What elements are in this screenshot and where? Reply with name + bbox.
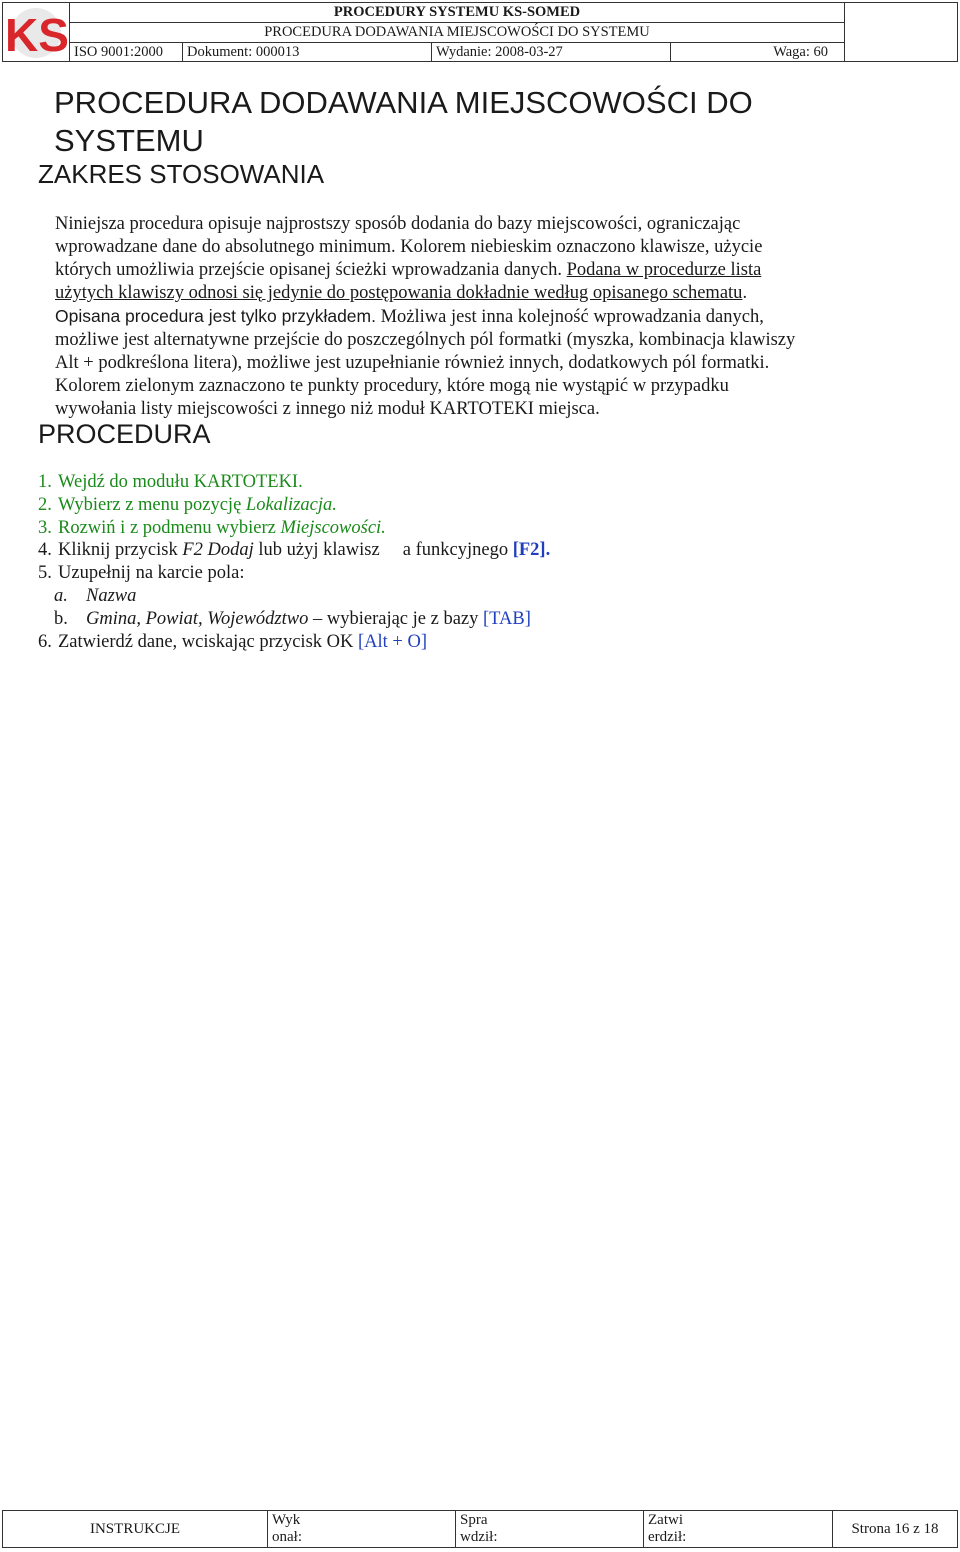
footer-label-line: wdził: [460,1529,498,1545]
step-number: 5. [38,563,52,584]
procedure-steps [38,471,838,653]
step-number: 1. [38,472,52,492]
step-text: Wejdź do modułu KARTOTEKI. [58,472,303,492]
step-number: 6. [38,631,52,652]
document-footer [2,1510,958,1548]
step-text: Zatwierdź dane, wciskając przycisk OK [58,631,358,652]
intro-text: . [742,283,748,303]
footer-label [272,1512,302,1546]
key-label: [TAB] [483,608,531,629]
list-item [38,631,838,654]
list-item [38,494,838,517]
document-number: Dokument: 000013 [182,42,432,62]
system-title: PROCEDURY SYSTEMU KS-SOMED [69,2,845,23]
footer-label-line: erdził: [648,1529,687,1545]
footer-checked-by [455,1510,644,1548]
ks-logo-icon [3,3,69,61]
procedure-title-header: PROCEDURA DODAWANIA MIEJSCOWOŚCI DO SYSTEMU [69,22,845,43]
header-empty-cell [844,2,958,62]
intro-line [55,259,855,282]
edition-date: Wydanie: 2008-03-27 [431,42,671,62]
list-item [38,585,838,608]
underlined-text: Podana w procedurze lista [566,260,762,280]
substep-letter: b. [54,608,68,629]
weight-value: Waga: 60 [670,42,845,62]
intro-line [55,282,855,305]
step-text: Wybierz z menu pozycję [58,494,246,515]
list-item [38,517,838,540]
step-text: Uzupełnij na karcie pola: [58,563,245,584]
step-emphasis: Miejscowości. [280,517,386,538]
footer-performed-by [267,1510,456,1548]
document-header [2,2,958,62]
underlined-text: użytych klawiszy odnosi się jedynie do postępowania dokładnie według opisanego schematu [55,283,743,303]
footer-label-line: Spra [460,1512,488,1528]
step-emphasis: Nazwa [86,585,137,606]
footer-label-line: onał: [272,1529,302,1545]
step-emphasis: Gmina, Powiat, Województwo [86,608,309,629]
example-note: Opisana procedura jest tylko przykładem. [55,306,376,326]
footer-approved-by [643,1510,833,1548]
footer-label-line: Zatwi [648,1512,683,1528]
key-label: [Alt + O] [357,631,427,652]
intro-line: Niniejsza procedura opisuje najprostszy sposób dodania do bazy miejscowości, ograniczając [55,214,741,234]
step-emphasis: F2 Dodaj [182,540,254,561]
step-number: 4. [38,540,52,561]
intro-line: wprowadzane dane do absolutnego minimum. Kolorem niebieskim oznaczono klawisze, użycie [55,237,763,257]
intro-line: wywołania listy miejscowości z innego niż moduł KARTOTEKI miejsca. [55,399,600,419]
step-text: – wybierając je z bazy [308,608,484,629]
step-number: 3. [38,517,52,538]
step-text: Kliknij przycisk [58,540,183,561]
page-title: PROCEDURA DODAWANIA MIEJSCOWOŚCI DO SYSTEMU [54,85,753,158]
step-text: Rozwiń i z podmenu wybierz [58,517,281,538]
intro-text: Możliwa jest inna kolejność wprowadzania danych, [375,307,764,327]
footer-label [648,1512,686,1546]
iso-label: ISO 9001:2000 [69,42,183,62]
intro-line: Alt + podkreślona litera), możliwe jest uzupełnianie również innych, dodatkowych pól formatki. [55,353,770,373]
intro-paragraph [55,213,855,421]
intro-text: których umożliwia przejście opisanej ścieżki wprowadzania danych. [55,260,567,280]
scope-heading: ZAKRES STOSOWANIA [38,159,325,189]
logo-text: KS [5,9,69,61]
list-item [38,608,838,631]
intro-line [55,305,855,329]
procedure-heading: PROCEDURA [38,419,211,449]
step-number: 2. [38,494,52,515]
intro-line: Kolorem zielonym zaznaczono te punkty procedury, które mogą nie wystąpić w przypadku [55,376,729,396]
footer-label-line: Wyk [272,1512,301,1528]
footer-label [460,1512,498,1546]
step-emphasis: Lokalizacja. [245,494,337,515]
key-label: [F2]. [512,540,551,561]
company-logo [2,2,70,62]
substep-letter: a. [54,585,68,606]
list-item [38,471,838,494]
footer-instructions: INSTRUKCJE [2,1510,268,1548]
page-number: Strona 16 z 18 [832,1510,958,1548]
step-text: lub użyj klawisz a funkcyjnego [253,540,513,561]
list-item [38,562,838,585]
list-item [38,539,838,562]
intro-line: możliwe jest alternatywne przejście do poszczególnych pól formatki (myszka, kombinacja klawiszy [55,330,796,350]
